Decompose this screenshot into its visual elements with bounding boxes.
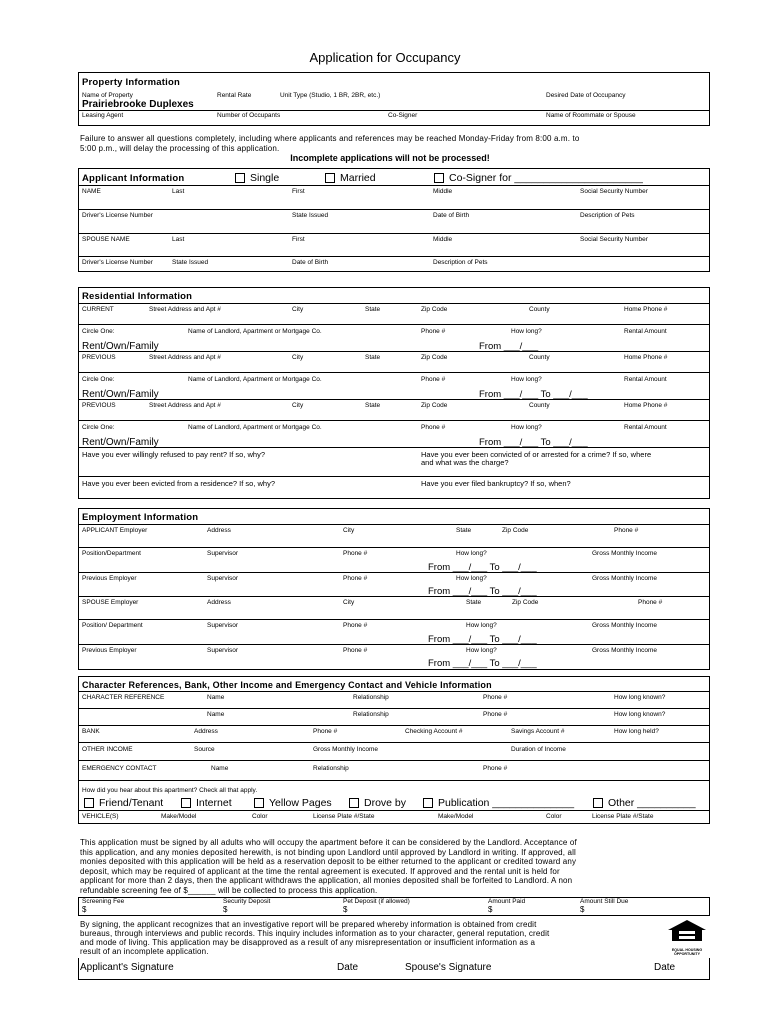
single-label: Single	[250, 172, 280, 184]
spouse-dob-label: Date of Birth	[292, 259, 329, 266]
reference-name-label: Name	[207, 694, 225, 701]
relationship-label: Relationship	[353, 694, 389, 701]
rent-own-family[interactable]: Rent/Own/Family	[82, 389, 159, 400]
spouse-license-label: Driver's License Number	[82, 259, 153, 266]
color-label: Color	[546, 813, 562, 820]
divider	[79, 596, 709, 597]
how-long-label: How long?	[511, 424, 542, 431]
supervisor-phone-label: Phone #	[343, 647, 368, 654]
cosigner-label: Co-Signer	[388, 112, 418, 119]
how-long-label: How long?	[466, 647, 497, 654]
emergency-contact-label: EMERGENCY CONTACT	[82, 765, 157, 772]
terms-line: deposit, which may be required of applicant at the time the rental agreement is executed. If approved and the rental unit is held for	[80, 867, 560, 876]
cosigner-for-label: Co-Signer for ______________________	[449, 172, 643, 184]
employer-city-label: City	[343, 599, 355, 606]
residence-dates[interactable]: From ___/___ To ___/___	[479, 437, 588, 448]
amount-due-value[interactable]: $	[580, 905, 585, 914]
employer-zip-label: Zip Code	[512, 599, 539, 606]
divider	[79, 810, 709, 811]
yellow-pages-label: Yellow Pages	[269, 797, 332, 809]
terms-line: this application, and any monies deposited herewith, is not binding upon Landlord until approved by Landlord in writing. If approved, all	[80, 848, 576, 857]
spouse-employer-label: SPOUSE Employer	[82, 599, 139, 606]
occupancy-date-label: Desired Date of Occupancy	[546, 92, 626, 99]
terms-line: applicant for more than 2 days, then the applicant withdraws the application, all monies deposited shall be forfeited to Landlord. A non	[80, 876, 573, 885]
employment-dates[interactable]: From ___/___ To ___/___	[428, 634, 537, 645]
divider	[79, 760, 709, 761]
spouse-date-label[interactable]: Date	[654, 962, 676, 973]
bankruptcy-question: Have you ever filed bankruptcy? If so, when?	[421, 479, 571, 488]
amount-paid-value[interactable]: $	[488, 905, 493, 914]
applicant-signature-label[interactable]: Applicant's Signature	[80, 962, 174, 973]
how-long-label: How long?	[466, 622, 497, 629]
supervisor-label: Supervisor	[207, 647, 239, 654]
supervisor-label: Supervisor	[207, 575, 239, 582]
how-long-label: How long?	[456, 550, 487, 557]
landlord-label: Name of Landlord, Apartment or Mortgage Co.	[188, 424, 322, 431]
character-reference-label: CHARACTER REFERENCE	[82, 694, 165, 701]
employer-phone-label: Phone #	[638, 599, 663, 606]
married-checkbox[interactable]	[325, 172, 376, 184]
divider	[79, 708, 709, 709]
refused-rent-question: Have you ever willingly refused to pay rent? If so, why?	[82, 450, 266, 459]
divider	[79, 420, 709, 421]
terms-line: This application must be signed by all adults who will occupy the apartment before it can be considered by the Landlord. Acceptance of	[80, 838, 577, 847]
savings-label: Savings Account #	[511, 728, 565, 735]
divider	[79, 185, 709, 186]
rent-own-family[interactable]: Rent/Own/Family	[82, 437, 159, 448]
single-checkbox[interactable]	[235, 172, 279, 184]
property-name-value[interactable]: Prairiebrooke Duplexes	[82, 99, 194, 110]
divider	[79, 324, 709, 325]
last-label: Last	[172, 188, 185, 195]
state-label: State	[365, 354, 381, 361]
convicted-question-2: and what was the charge?	[421, 458, 509, 467]
employer-address-label: Address	[207, 599, 231, 606]
yellow-pages-checkbox[interactable]	[254, 797, 332, 809]
county-label: County	[529, 306, 550, 313]
friend-tenant-label: Friend/Tenant	[99, 797, 164, 809]
other-label: Other __________	[608, 797, 696, 809]
position-label: Position/ Department	[82, 622, 143, 629]
publication-checkbox[interactable]	[423, 797, 574, 809]
divider	[79, 372, 709, 373]
rental-amount-label: Rental Amount	[624, 376, 667, 383]
equal-housing-icon	[664, 919, 710, 943]
eho-text-2: OPPORTUNITY	[674, 952, 700, 956]
unit-type-label: Unit Type (Studio, 1 BR, 2BR, etc.)	[280, 92, 381, 99]
current-residence-label: CURRENT	[82, 306, 114, 313]
make-model-label: Make/Model	[438, 813, 474, 820]
circle-one-label: Circle One:	[82, 376, 115, 383]
rental-amount-label: Rental Amount	[624, 328, 667, 335]
home-phone-label: Home Phone #	[624, 306, 668, 313]
pets-label: Description of Pets	[580, 212, 635, 219]
residential-section	[78, 287, 710, 499]
pet-deposit-label: Pet Deposit (if allowed)	[343, 898, 410, 905]
checkbox-icon	[254, 798, 264, 808]
phone-label: Phone #	[421, 376, 446, 383]
terms-line: refundable screening fee of $______ will be collected to process this application.	[80, 886, 378, 895]
consent-line: and mode of living. This application may be disapproved as a result of any misrepresentation or insufficient information as a	[80, 938, 536, 947]
checkbox-icon	[325, 173, 335, 183]
employment-dates[interactable]: From ___/___ To ___/___	[428, 658, 537, 669]
divider	[79, 303, 709, 304]
plate-label: License Plate #/State	[313, 813, 375, 820]
supervisor-label: Supervisor	[207, 622, 239, 629]
zip-label: Zip Code	[421, 306, 448, 313]
divider	[79, 351, 709, 352]
spouse-state-label: State Issued	[172, 259, 209, 266]
consent-line: result of an incomplete application.	[80, 947, 209, 956]
terms-line: monies deposited with this application will be held as a reservation deposit to be either returned to the applicant or credited toward any	[80, 857, 577, 866]
circle-one-label: Circle One:	[82, 424, 115, 431]
income-label: Gross Monthly Income	[592, 647, 658, 654]
divider	[79, 209, 709, 210]
divider	[79, 691, 709, 692]
checkbox-icon	[349, 798, 359, 808]
divider	[79, 233, 709, 234]
amount-paid-label: Amount Paid	[488, 898, 526, 905]
pet-deposit-value[interactable]: $	[343, 905, 348, 914]
bank-phone-label: Phone #	[313, 728, 338, 735]
security-deposit-label: Security Deposit	[223, 898, 271, 905]
divider	[79, 742, 709, 743]
employment-dates[interactable]: From ___/___ To ___/___	[428, 586, 537, 597]
how-held-label: How long held?	[614, 728, 659, 735]
landlord-label: Name of Landlord, Apartment or Mortgage Co.	[188, 328, 322, 335]
internet-label: Internet	[196, 797, 232, 809]
employer-address-label: Address	[207, 527, 231, 534]
checkbox-icon	[181, 798, 191, 808]
property-heading: Property Information	[82, 77, 180, 88]
spouse-name-label: SPOUSE NAME	[82, 236, 130, 243]
security-deposit-value[interactable]: $	[223, 905, 228, 914]
middle-label: Middle	[433, 188, 453, 195]
spouse-ssn-label: Social Security Number	[580, 236, 648, 243]
employment-dates[interactable]: From ___/___ To ___/___	[428, 562, 537, 573]
street-label: Street Address and Apt #	[149, 354, 221, 361]
residence-dates[interactable]: From ___/___ To ___/___	[479, 389, 588, 400]
street-label: Street Address and Apt #	[149, 306, 221, 313]
rental-amount-label: Rental Amount	[624, 424, 667, 431]
divider	[79, 547, 709, 548]
rent-own-family[interactable]: Rent/Own/Family	[82, 341, 159, 352]
city-label: City	[292, 306, 304, 313]
color-label: Color	[252, 813, 268, 820]
bank-address-label: Address	[194, 728, 218, 735]
consent-line: bureaus, through interviews and public records. This inquiry includes information as to your character, general reputation, credit	[80, 929, 550, 938]
city-label: City	[292, 402, 304, 409]
checkbox-icon	[434, 173, 444, 183]
income-source-label: Source	[194, 746, 215, 753]
county-label: County	[529, 402, 550, 409]
income-label: Gross Monthly Income	[592, 622, 658, 629]
county-label: County	[529, 354, 550, 361]
divider	[79, 644, 709, 645]
cosigner-for-checkbox[interactable]	[434, 172, 643, 184]
notice-bold: Incomplete applications will not be processed!	[290, 153, 490, 163]
first-label: First	[292, 188, 305, 195]
employer-phone-label: Phone #	[614, 527, 639, 534]
state-label: State	[365, 306, 381, 313]
hear-about-label: How did you hear about this apartment? Check all that apply.	[82, 787, 258, 794]
income-duration-label: Duration of Income	[511, 746, 566, 753]
divider	[79, 110, 709, 111]
evicted-question: Have you ever been evicted from a residence? If so, why?	[82, 479, 276, 488]
divider	[79, 572, 709, 573]
ssn-label: Social Security Number	[580, 188, 648, 195]
divider	[79, 476, 709, 477]
applicant-date-label[interactable]: Date	[337, 962, 359, 973]
make-model-label: Make/Model	[161, 813, 197, 820]
convicted-question-1: Have you ever been convicted of or arrested for a crime? If so, where	[421, 450, 652, 459]
position-label: Position/Department	[82, 550, 141, 557]
residence-dates[interactable]: From ___/___	[479, 341, 539, 352]
supervisor-label: Supervisor	[207, 550, 239, 557]
checking-label: Checking Account #	[405, 728, 463, 735]
dob-label: Date of Birth	[433, 212, 470, 219]
eho-text-1: EQUAL HOUSING	[671, 948, 703, 952]
roommate-label: Name of Roommate or Spouse	[546, 112, 636, 119]
other-checkbox[interactable]	[593, 797, 696, 809]
notice-line-2: 5:00 p.m., will delay the processing of this application.	[80, 144, 280, 153]
divider	[79, 256, 709, 257]
notice-line-1: Failure to answer all questions completely, including where applicants and references may be reached Monday-Friday from 8:00 a.m. to	[80, 134, 580, 143]
residential-heading: Residential Information	[82, 291, 193, 302]
other-income-label: OTHER INCOME	[82, 746, 133, 753]
home-phone-label: Home Phone #	[624, 354, 668, 361]
previous-residence-label: PREVIOUS	[82, 402, 116, 409]
leasing-agent-label: Leasing Agent	[82, 112, 124, 119]
reference-phone-label: Phone #	[483, 711, 508, 718]
divider	[79, 780, 709, 781]
how-long-label: How long?	[456, 575, 487, 582]
city-label: City	[292, 354, 304, 361]
reference-name-label: Name	[207, 711, 225, 718]
landlord-label: Name of Landlord, Apartment or Mortgage Co.	[188, 376, 322, 383]
employment-heading: Employment Information	[82, 512, 199, 523]
publication-label: Publication ______________	[438, 797, 575, 809]
page-title: Application for Occupancy	[309, 50, 461, 65]
friend-tenant-checkbox[interactable]	[84, 797, 163, 809]
income-label: Gross Monthly Income	[592, 575, 658, 582]
married-label: Married	[340, 172, 376, 184]
zip-label: Zip Code	[421, 354, 448, 361]
spouse-middle-label: Middle	[433, 236, 453, 243]
employer-state-label: State	[456, 527, 472, 534]
income-label: Gross Monthly Income	[592, 550, 658, 557]
circle-one-label: Circle One:	[82, 328, 115, 335]
property-name-label: Name of Property	[82, 92, 133, 99]
divider	[79, 619, 709, 620]
previous-employer-label: Previous Employer	[82, 647, 137, 654]
occupants-label: Number of Occupants	[217, 112, 281, 119]
internet-checkbox[interactable]	[181, 797, 232, 809]
spouse-last-label: Last	[172, 236, 185, 243]
relationship-label: Relationship	[353, 711, 389, 718]
screening-fee-label: Screening Fee	[82, 898, 125, 905]
amount-due-label: Amount Still Due	[580, 898, 629, 905]
bank-label: BANK	[82, 728, 100, 735]
screening-fee-value[interactable]: $	[82, 905, 87, 914]
supervisor-phone-label: Phone #	[343, 550, 368, 557]
how-long-label: How long?	[511, 328, 542, 335]
zip-label: Zip Code	[421, 402, 448, 409]
emergency-phone-label: Phone #	[483, 765, 508, 772]
spouse-pets-label: Description of Pets	[433, 259, 488, 266]
checkbox-icon	[423, 798, 433, 808]
emergency-name-label: Name	[211, 765, 229, 772]
state-issued-label: State Issued	[292, 212, 329, 219]
divider	[79, 399, 709, 400]
name-label: NAME	[82, 188, 101, 195]
how-long-label: How long?	[511, 376, 542, 383]
supervisor-phone-label: Phone #	[343, 622, 368, 629]
reference-phone-label: Phone #	[483, 694, 508, 701]
how-known-label: How long known?	[614, 694, 666, 701]
employer-state-label: State	[466, 599, 482, 606]
spouse-signature-label[interactable]: Spouse's Signature	[405, 962, 492, 973]
rental-rate-label: Rental Rate	[217, 92, 252, 99]
previous-employer-label: Previous Employer	[82, 575, 137, 582]
home-phone-label: Home Phone #	[624, 402, 668, 409]
consent-line: By signing, the applicant recognizes that an investigative report will be prepared whereby information is obtained from credit	[80, 920, 537, 929]
how-known-label: How long known?	[614, 711, 666, 718]
applicant-heading: Applicant Information	[82, 173, 185, 184]
applicant-employer-label: APPLICANT Employer	[82, 527, 148, 534]
drove-by-label: Drove by	[364, 797, 407, 809]
vehicles-label: VEHICLE(S)	[82, 813, 119, 820]
employer-city-label: City	[343, 527, 355, 534]
divider	[79, 447, 709, 448]
divider	[79, 524, 709, 525]
phone-label: Phone #	[421, 424, 446, 431]
checkbox-icon	[235, 173, 245, 183]
divider	[79, 725, 709, 726]
employer-zip-label: Zip Code	[502, 527, 529, 534]
supervisor-phone-label: Phone #	[343, 575, 368, 582]
gross-income-label: Gross Monthly Income	[313, 746, 379, 753]
spouse-first-label: First	[292, 236, 305, 243]
license-label: Driver's License Number	[82, 212, 153, 219]
checkbox-icon	[593, 798, 603, 808]
drove-by-checkbox[interactable]	[349, 797, 406, 809]
checkbox-icon	[84, 798, 94, 808]
equal-housing-logo	[664, 919, 710, 956]
references-heading: Character References, Bank, Other Income and Emergency Contact and Vehicle Information	[82, 680, 492, 690]
street-label: Street Address and Apt #	[149, 402, 221, 409]
emergency-relationship-label: Relationship	[313, 765, 349, 772]
state-label: State	[365, 402, 381, 409]
plate-label: License Plate #/State	[592, 813, 654, 820]
previous-residence-label: PREVIOUS	[82, 354, 116, 361]
phone-label: Phone #	[421, 328, 446, 335]
